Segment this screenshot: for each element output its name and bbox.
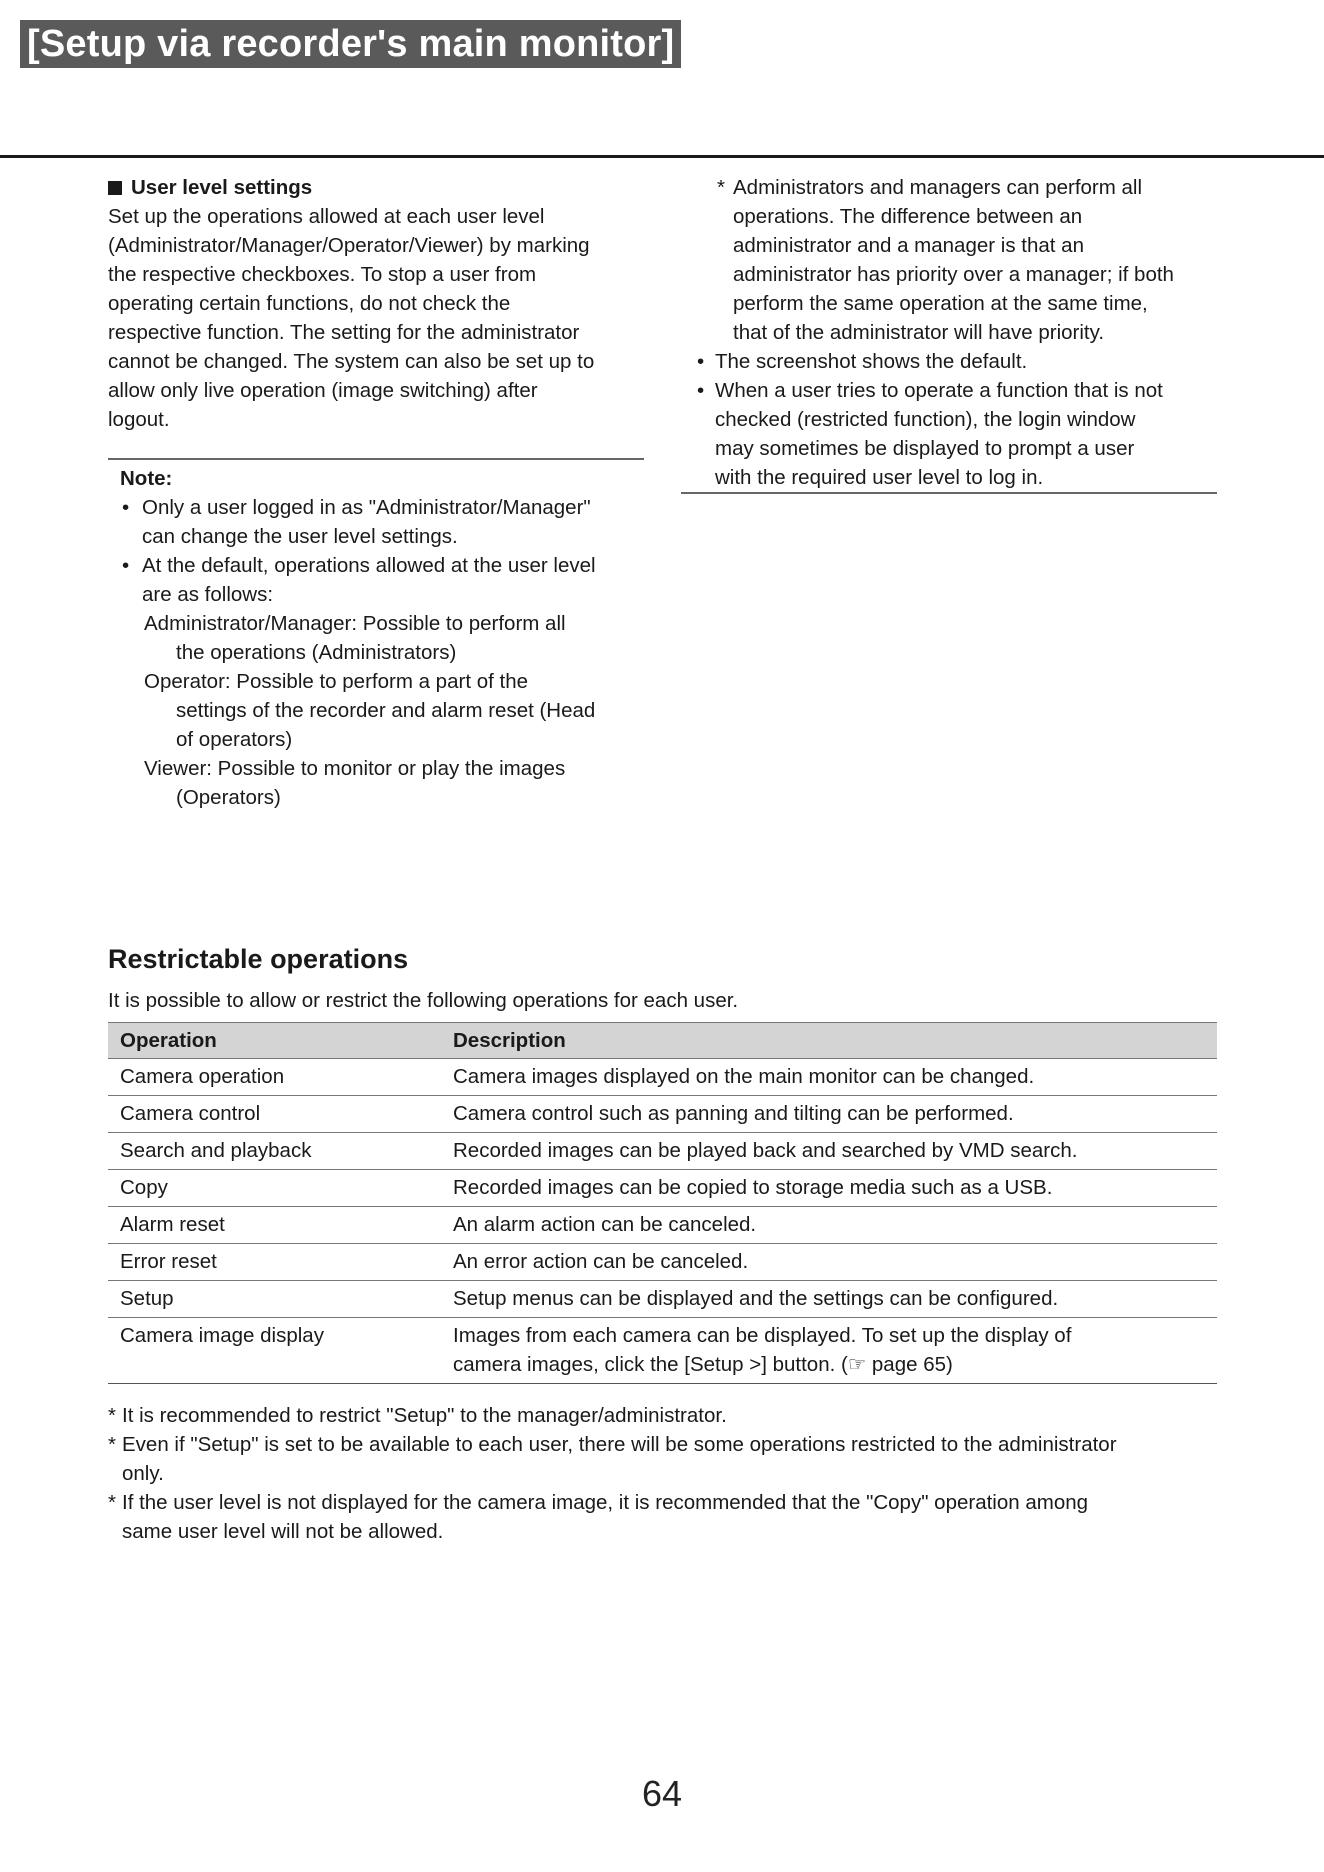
body-line: operating certain functions, do not check the	[108, 292, 511, 315]
level-line: Viewer: Possible to monitor or play the images	[144, 757, 566, 780]
body-line: logout.	[108, 408, 170, 431]
note-line: • When a user tries to operate a function that is not	[715, 379, 1163, 402]
note-line: • At the default, operations allowed at the user level	[142, 554, 596, 577]
note-line: may sometimes be displayed to prompt a user	[715, 437, 1135, 460]
level-line: of operators)	[176, 728, 293, 751]
operation-cell: Camera image display	[108, 1318, 441, 1384]
note-title: Note:	[120, 467, 173, 490]
table-row	[108, 1281, 1217, 1318]
note-line: • The screenshot shows the default.	[715, 350, 1028, 373]
note-line: with the required user level to log in.	[715, 466, 1044, 489]
table-row	[108, 1207, 1217, 1244]
description-cell	[441, 1133, 1217, 1170]
operation-cell: Error reset	[108, 1244, 441, 1281]
body-line: the respective checkboxes. To stop a user from	[108, 263, 537, 286]
level-line: (Operators)	[176, 786, 281, 809]
note-line: Administrators and managers can perform all	[733, 176, 1143, 199]
description-cell	[441, 1059, 1217, 1096]
operation-cell: Camera operation	[108, 1059, 441, 1096]
section-intro: It is possible to allow or restrict the following operations for each user.	[108, 989, 739, 1012]
footnote	[108, 1488, 1220, 1546]
description-line: An alarm action can be canceled.	[453, 1213, 757, 1236]
admin-priority-note	[681, 173, 1217, 347]
operation-cell: Camera control	[108, 1096, 441, 1133]
page-title: [Setup via recorder's main monitor]	[20, 20, 681, 68]
level-admin-cont	[108, 638, 644, 667]
asterisk-icon: *	[717, 176, 725, 199]
description-cell	[441, 1207, 1217, 1244]
description-line: Camera images displayed on the main monitor can be changed.	[453, 1065, 1035, 1088]
level-operator	[108, 667, 644, 696]
footnote-line: It is recommended to restrict "Setup" to the manager/administrator.	[122, 1404, 727, 1427]
asterisk-icon: *	[108, 1433, 116, 1456]
description-cell	[441, 1318, 1217, 1384]
note-line: that of the administrator will have priority.	[733, 321, 1105, 344]
column-header-description: Description	[441, 1023, 1217, 1059]
body-line: (Administrator/Manager/Operator/Viewer) by marking	[108, 234, 590, 257]
table-header-row	[108, 1023, 1217, 1059]
footnote-line: same user level will not be allowed.	[122, 1520, 444, 1543]
level-viewer	[108, 754, 644, 783]
note-line: operations. The difference between an	[733, 205, 1083, 228]
table-row	[108, 1244, 1217, 1281]
description-line: Setup menus can be displayed and the settings can be configured.	[453, 1287, 1059, 1310]
note-box	[108, 458, 644, 812]
footnote	[108, 1430, 1220, 1488]
footnotes	[108, 1401, 1220, 1546]
default-note	[681, 347, 1217, 376]
operation-cell: Setup	[108, 1281, 441, 1318]
description-line: Recorded images can be copied to storage media such as a USB.	[453, 1176, 1053, 1199]
note-line: • Only a user logged in as "Administrator/Manager"	[142, 496, 591, 519]
restricted-function-note	[681, 376, 1217, 492]
level-operator-cont	[108, 696, 644, 754]
operations-table	[108, 1022, 1217, 1384]
description-line: Camera control such as panning and tilting can be performed.	[453, 1102, 1014, 1125]
description-cell	[441, 1096, 1217, 1133]
note-line: administrator has priority over a manager; if both	[733, 263, 1174, 286]
page-number: 64	[641, 1773, 683, 1814]
description-cell	[441, 1170, 1217, 1207]
description-line: An error action can be canceled.	[453, 1250, 749, 1273]
asterisk-icon: *	[108, 1491, 116, 1514]
description-cell	[441, 1281, 1217, 1318]
note-bullet	[108, 493, 644, 551]
note-line: administrator and a manager is that an	[733, 234, 1084, 257]
right-notes	[681, 173, 1217, 492]
square-bullet-icon	[108, 181, 122, 195]
level-line: the operations (Administrators)	[176, 641, 457, 664]
note-line: perform the same operation at the same time,	[733, 292, 1148, 315]
body-line: cannot be changed. The system can also be set up to	[108, 350, 595, 373]
description-line: Images from each camera can be displayed. To set up the display of	[453, 1324, 1072, 1347]
operation-cell: Alarm reset	[108, 1207, 441, 1244]
note-line: are as follows:	[142, 583, 274, 606]
operation-cell: Search and playback	[108, 1133, 441, 1170]
description-line-with-page-ref: camera images, click the [Setup >] button. (☞ page 65)	[453, 1353, 953, 1376]
level-line: Operator: Possible to perform a part of the	[144, 670, 528, 693]
level-line: settings of the recorder and alarm reset (Head	[176, 699, 596, 722]
section-title: Restrictable operations	[108, 944, 409, 974]
table-row	[108, 1170, 1217, 1207]
table-row	[108, 1096, 1217, 1133]
user-level-heading-text: User level settings	[131, 176, 313, 199]
level-line: Administrator/Manager: Possible to perform all	[144, 612, 566, 635]
table-row	[108, 1133, 1217, 1170]
footnote-line: only.	[122, 1462, 164, 1485]
table-row	[108, 1318, 1217, 1384]
description-cell	[441, 1244, 1217, 1281]
body-line: Set up the operations allowed at each user level	[108, 205, 545, 228]
footnote	[108, 1401, 1220, 1430]
note-line: can change the user level settings.	[142, 525, 458, 548]
note-line: checked (restricted function), the login window	[715, 408, 1136, 431]
body-line: respective function. The setting for the administrator	[108, 321, 580, 344]
body-line: allow only live operation (image switching) after	[108, 379, 538, 402]
header-divider	[0, 155, 1324, 158]
user-level-heading	[108, 173, 644, 202]
user-level-section	[108, 173, 644, 434]
user-level-body	[108, 202, 644, 434]
note-bullet	[108, 551, 644, 609]
right-notes-divider	[681, 492, 1217, 494]
operation-cell: Copy	[108, 1170, 441, 1207]
footnote-line: Even if "Setup" is set to be available to each user, there will be some operations restricted to the administrator	[122, 1433, 1117, 1456]
footnote-line: If the user level is not displayed for the camera image, it is recommended that the "Copy" operation among	[122, 1491, 1089, 1514]
level-viewer-cont	[108, 783, 644, 812]
table-row	[108, 1059, 1217, 1096]
asterisk-icon: *	[108, 1404, 116, 1427]
description-line: Recorded images can be played back and searched by VMD search.	[453, 1139, 1078, 1162]
column-header-operation: Operation	[108, 1023, 441, 1059]
level-admin	[108, 609, 644, 638]
